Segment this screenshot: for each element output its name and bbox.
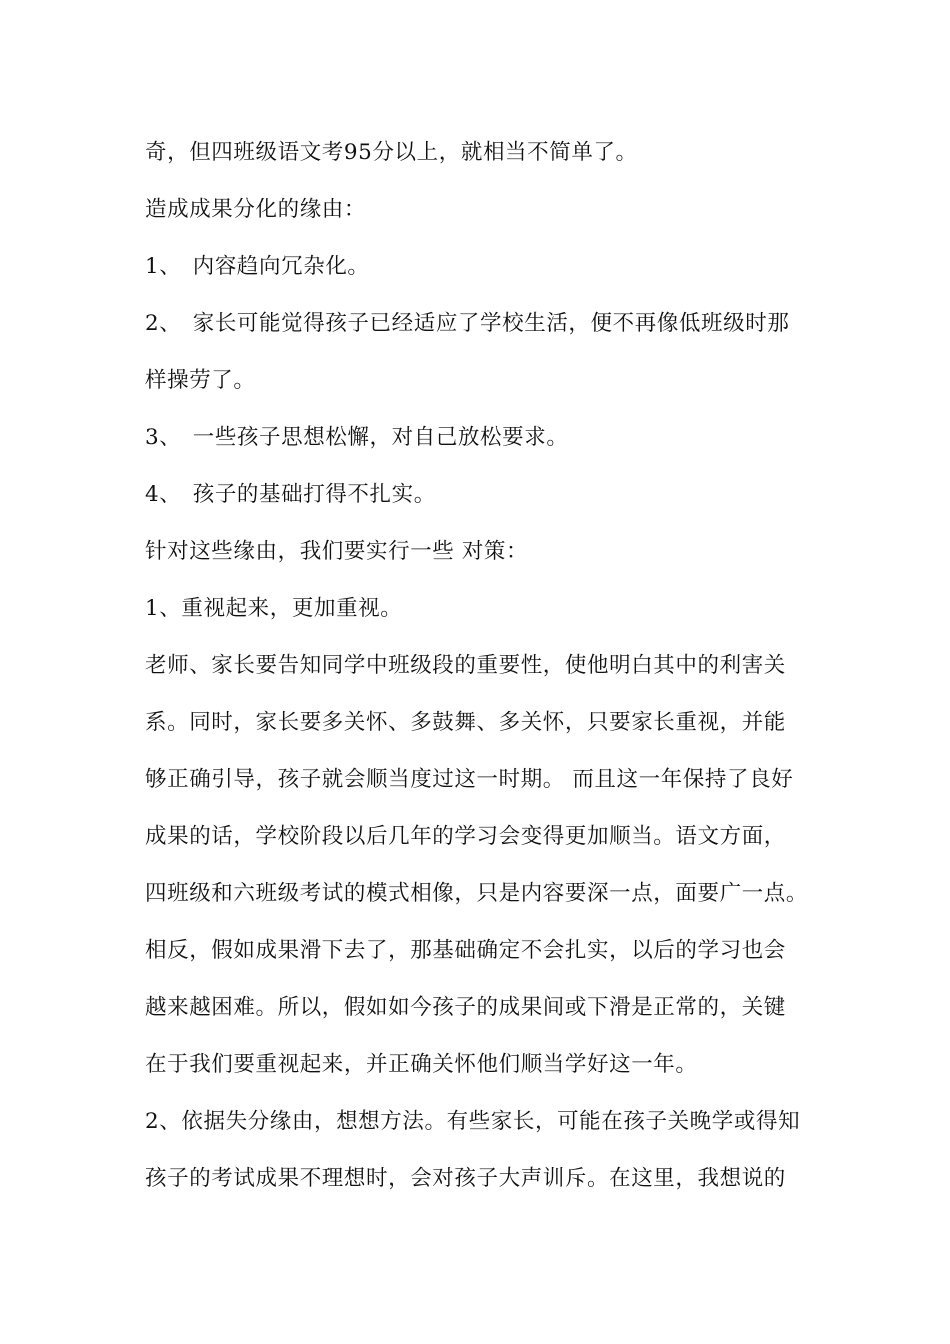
list-item: 1、 内容趋向冗杂化。 <box>145 254 370 279</box>
text-line: 越来越困难。所以，假如如今孩子的成果间或下滑是正常的，关键 <box>145 995 786 1020</box>
text-line: 奇，但四班级语文考95分以上，就相当不简单了。 <box>145 140 638 165</box>
list-item: 3、 一些孩子思想松懈，对自己放松要求。 <box>145 425 569 450</box>
text-line: 样操劳了。 <box>145 368 256 393</box>
text-line: 成果的话，学校阶段以后几年的学习会变得更加顺当。语文方面， <box>145 824 786 849</box>
text-line: 针对这些缘由，我们要实行一些 对策： <box>145 539 529 564</box>
section-heading: 2、依据失分缘由，想想方法。有些家长，可能在孩子关晚学或得知 <box>145 1109 801 1134</box>
list-item: 2、 家长可能觉得孩子已经适应了学校生活，便不再像低班级时那 <box>145 311 790 336</box>
text-line: 四班级和六班级考试的模式相像，只是内容要深一点，面要广一点。 <box>145 881 809 906</box>
text-line: 系。同时，家长要多关怀、多鼓舞、多关怀，只要家长重视，并能 <box>145 710 786 735</box>
list-item: 4、 孩子的基础打得不扎实。 <box>145 482 436 507</box>
text-line: 够正确引导，孩子就会顺当度过这一时期。 而且这一年保持了良好 <box>145 767 794 792</box>
text-line: 造成成果分化的缘由： <box>145 197 367 222</box>
text-line: 孩子的考试成果不理想时，会对孩子大声训斥。在这里，我想说的 <box>145 1166 786 1191</box>
section-heading: 1、重视起来，更加重视。 <box>145 596 403 621</box>
text-line: 老师、家长要告知同学中班级段的重要性，使他明白其中的利害关 <box>145 653 786 678</box>
text-line: 在于我们要重视起来，并正确关怀他们顺当学好这一年。 <box>145 1052 698 1077</box>
text-line: 相反，假如成果滑下去了，那基础确定不会扎实，以后的学习也会 <box>145 938 786 963</box>
